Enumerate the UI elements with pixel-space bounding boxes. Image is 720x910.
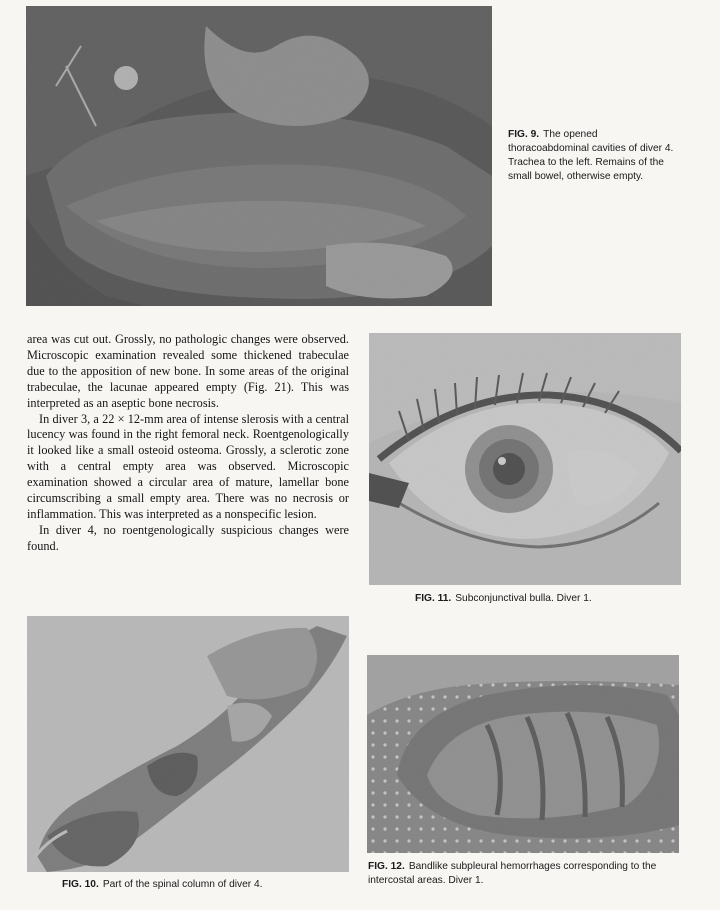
fig10-label: FIG. 10. (62, 879, 99, 890)
fig11-photo (369, 333, 681, 585)
fig10-caption (62, 878, 362, 892)
fig12-caption (368, 860, 680, 888)
fig11-caption (415, 592, 685, 606)
fig10-text: Part of the spinal column of diver 4. (102, 879, 263, 890)
fig12-label: FIG. 12. (368, 861, 405, 872)
fig11-text: Subconjunctival bulla. Diver 1. (455, 593, 592, 604)
fig9-caption (508, 128, 680, 184)
fig9-label: FIG. 9. (508, 129, 540, 140)
fig11-label: FIG. 11. (415, 593, 452, 604)
body-paragraph-2: In diver 3, a 22 × 12-mm area of intense slerosis with a central lucency was found in the right femoral neck. Roentgenologically it looked like a small osteoid osteoma. Grossly, a sclerotic zone with a central empty area was observed. Microscopic examination showed a circular area of mature, lamellar bone circumscribing a small empty area. There was no necrosis or inflammation. This was interpreted as a nonspecific lesion. (27, 411, 349, 521)
fig9-photo (26, 6, 492, 306)
fig12-text: Bandlike subpleural hemorrhages corresponding to the intercostal areas. Diver 1. (368, 861, 657, 886)
body-text (27, 332, 349, 555)
fig10-photo (27, 616, 349, 872)
fig9-text: The opened thoracoabdominal cavities of diver 4. Trachea to the left. Remains of the small bowel, otherwise empty. (508, 129, 674, 182)
body-paragraph-3: In diver 4, no roentgenologically suspicious changes were found. (27, 522, 349, 553)
body-paragraph-1: area was cut out. Grossly, no pathologic changes were observed. Microscopic examination revealed some thickened trabeculae due to the apposition of new bone. In some areas of the original trabeculae, the lacunae appeared empty (Fig. 21). This was interpreted as an aseptic bone necrosis. (27, 332, 349, 410)
fig12-photo (367, 655, 679, 853)
